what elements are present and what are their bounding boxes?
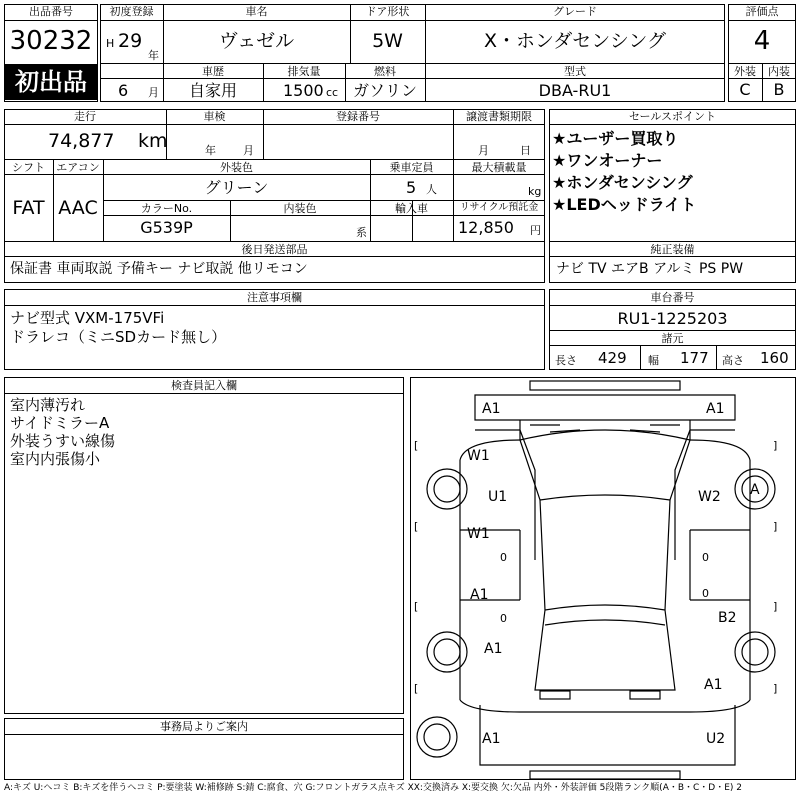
diagram-mark-left-rear-door: W1: [467, 526, 490, 542]
transfer-day: 日: [520, 144, 531, 157]
equipment-label: 純正装備: [650, 243, 695, 256]
sales-label: セールスポイント: [628, 110, 716, 123]
exterior-color: グリーン: [204, 178, 269, 197]
capacity: 5: [406, 178, 417, 197]
chassis-number: RU1-1225203: [617, 309, 728, 328]
fuel-label: 燃料: [374, 65, 396, 78]
transfer-label: 譲渡書類期限: [466, 110, 532, 123]
sales-point-3: ★ホンダセンシング: [552, 173, 693, 192]
ext-grade: C: [739, 80, 751, 99]
shift-label: シフト: [12, 161, 45, 174]
bracket-1: [: [414, 439, 419, 452]
first-reg-label: 初度登録: [109, 5, 154, 18]
history: 自家用: [188, 81, 237, 100]
diagram-mark-right-rear: A1: [704, 677, 723, 693]
recycle-fee: 12,850: [458, 218, 514, 237]
ac: AAC: [58, 197, 98, 219]
recycle-unit: 円: [530, 224, 541, 237]
inspector-line-2: サイドミラーA: [10, 414, 110, 432]
grade: X・ホンダセンシング: [484, 30, 666, 52]
score-label: 評価点: [745, 5, 779, 18]
mileage-label: 走行: [74, 110, 96, 123]
parts-label: 後日発送部品: [241, 243, 308, 256]
model: DBA-RU1: [538, 81, 612, 100]
displacement-unit: cc: [326, 86, 339, 99]
color-number: G539P: [140, 218, 193, 237]
sales-point-1: ★ユーザー買取り: [552, 129, 679, 148]
first-reg-month: 6: [118, 81, 129, 100]
first-listing-badge: 初出品: [5, 64, 97, 100]
fuel: ガソリン: [352, 81, 417, 100]
bracket-5: [: [414, 600, 419, 613]
displacement-label: 排気量: [287, 65, 321, 78]
diagram-zero-3: 0: [702, 551, 709, 564]
chassis-label: 車台番号: [650, 291, 695, 304]
bracket-8: ]: [773, 682, 778, 695]
diagram-mark-front-right: A1: [706, 401, 725, 417]
first-reg-year: 29: [118, 30, 143, 52]
lot-number: 30232: [9, 26, 93, 56]
mileage: 74,877: [48, 130, 115, 152]
month-unit: 月: [148, 86, 159, 99]
bracket-4: ]: [773, 520, 778, 533]
sales-point-2: ★ワンオーナー: [552, 151, 663, 170]
transfer-month: 月: [478, 144, 489, 157]
model-label: 型式: [564, 65, 586, 78]
insp-year-unit: 年: [205, 144, 216, 157]
diagram-mark-rear-bumper-left: A1: [482, 731, 501, 747]
score: 4: [753, 26, 771, 56]
year-unit: 年: [148, 49, 159, 62]
int-label: 内装: [768, 65, 790, 78]
diagram-mark-front-left: A1: [482, 401, 501, 417]
lot-number-label: 出品番号: [29, 5, 73, 18]
diagram-mark-rear-bumper-right: U2: [706, 731, 726, 747]
diagram-mark-right-door: W2: [698, 489, 721, 505]
equipment-value: ナビ TV エアB アルミ PS PW: [556, 261, 744, 277]
length-label: 長さ: [555, 354, 577, 367]
capacity-label: 乗車定員: [389, 161, 434, 174]
diagram-mark-left-quarter: A1: [470, 587, 489, 603]
office-label: 事務局よりご案内: [160, 720, 248, 733]
recycle-label: リサイクル預託金: [459, 202, 539, 213]
int-grade: B: [773, 80, 785, 99]
door-type: 5W: [372, 30, 403, 52]
max-load-unit: kg: [528, 185, 542, 198]
reg-no-label: 登録番号: [336, 110, 380, 123]
width-label: 幅: [648, 354, 659, 367]
grade-label: グレード: [553, 5, 597, 18]
diagram-mark-left-front-door: U1: [488, 489, 508, 505]
diagram-mark-left-rear-fender: A1: [484, 641, 503, 657]
sales-point-4: ★LEDヘッドライト: [552, 195, 697, 214]
color-label: 外装色: [220, 161, 253, 174]
car-name: ヴェゼル: [218, 30, 295, 52]
diagram-zero-4: 0: [702, 587, 709, 600]
bracket-7: [: [414, 682, 419, 695]
bracket-2: ]: [773, 439, 778, 452]
capacity-unit: 人: [426, 183, 437, 196]
door-label: ドア形状: [365, 5, 410, 18]
insp-month-unit: 月: [243, 144, 254, 157]
diagram-mark-left-fender: W1: [467, 448, 490, 464]
history-label: 車歴: [202, 65, 224, 78]
import-label: 輸入車: [395, 202, 428, 215]
inspector-line-3: 外装うすい線傷: [10, 432, 116, 450]
inspector-label: 検査員記入欄: [171, 379, 237, 392]
legend-text: A:キズ U:ヘコミ B:キズを伴うヘコミ P:要塗装 W:補修跡 S:錆 C:腐食、穴 G:フロントガラス点キズ XX:交換済み X:要交換 欠:欠品 内外・外装評価 5段階ランク順(A・B・C・D・E) 2: [4, 783, 743, 793]
shift: FAT: [12, 197, 45, 219]
inspection-label: 車検: [203, 110, 226, 123]
inspector-line-4: 室内内張傷小: [10, 450, 101, 468]
mileage-unit: km: [138, 130, 168, 152]
color-no-label: カラーNo.: [140, 202, 193, 215]
int-color-label: 内装色: [283, 202, 317, 215]
inspector-line-1: 室内薄汚れ: [10, 396, 86, 414]
car-name-label: 車名: [245, 5, 268, 18]
notes-label: 注意事項欄: [247, 291, 302, 304]
length: 429: [598, 349, 627, 367]
era: H: [106, 37, 115, 50]
notes-line-2: ドラレコ（ミニSDカード無し）: [10, 328, 227, 346]
displacement: 1500: [283, 81, 324, 100]
width: 177: [680, 349, 709, 367]
dims-label: 諸元: [661, 332, 684, 345]
parts-value: 保証書 車両取説 予備キー ナビ取説 他リモコン: [10, 261, 308, 277]
diagram-zero-1: 0: [500, 551, 507, 564]
notes-line-1: ナビ型式 VXM-175VFi: [10, 309, 165, 327]
diagram-mark-right-mirror: A: [750, 482, 760, 498]
int-color-unit: 系: [356, 226, 367, 239]
height: 160: [760, 349, 789, 367]
ac-label: エアコン: [56, 161, 100, 174]
max-load-label: 最大積載量: [471, 161, 527, 174]
ext-label: 外装: [734, 65, 756, 78]
diagram-zero-2: 0: [500, 612, 507, 625]
bracket-6: ]: [773, 600, 778, 613]
bracket-3: [: [414, 520, 419, 533]
diagram-mark-right-quarter: B2: [718, 610, 737, 626]
height-label: 高さ: [722, 354, 744, 367]
